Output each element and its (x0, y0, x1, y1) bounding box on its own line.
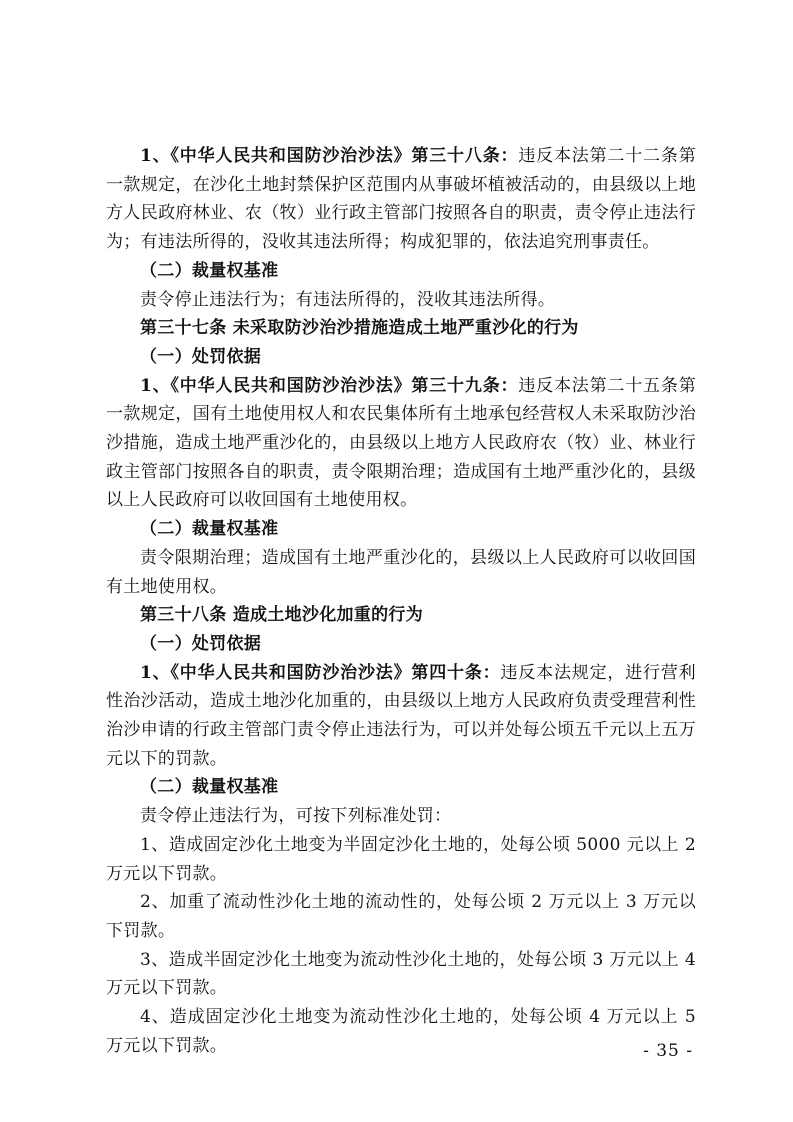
paragraph-13-text: 责令停止违法行为，可按下列标准处罚： (140, 806, 452, 827)
paragraph-15 (106, 888, 696, 945)
document-body (106, 142, 696, 1061)
paragraph-11 (106, 659, 696, 774)
paragraph-11-text: 违反本法规定，进行营利性治沙活动，造成土地沙化加重的，由县级以上地方人民政府负责受理营利性治沙申请的行政主管部门责令停止违法行为，可以并处每公顷五千元以上五万元以下的罚款。 (106, 662, 696, 769)
section-heading-basis: （一）处罚依据 (140, 633, 262, 654)
paragraph-12 (106, 773, 696, 802)
paragraph-6-text: 违反本法第二十五条第一款规定，国有土地使用权人和农民集体所有土地承包经营权人未采取防沙治沙措施，造成土地严重沙化的，由县级以上地方人民政府农（牧）业、林业行政主管部门按照各自的职责，责令限期治理；造成国有土地严重沙化的，县级以上人民政府可以收回国有土地使用权。 (106, 375, 696, 511)
article-37-heading: 第三十七条 未采取防沙治沙措施造成土地严重沙化的行为 (140, 318, 579, 339)
paragraph-16 (106, 946, 696, 1003)
paragraph-16-text: 3、造成半固定沙化土地变为流动性沙化土地的，处每公顷 3 万元以上 4 万元以下罚款。 (106, 949, 696, 999)
paragraph-8-text: 责令限期治理；造成国有土地严重沙化的，县级以上人民政府可以收回国有土地使用权。 (106, 547, 696, 597)
section-heading-discretion: （二）裁量权基准 (140, 777, 279, 798)
article-38-heading: 第三十八条 造成土地沙化加重的行为 (140, 605, 424, 626)
paragraph-9 (106, 601, 696, 630)
paragraph-6 (106, 372, 696, 516)
paragraph-17-text: 4、造成固定沙化土地变为流动性沙化土地的，处每公顷 4 万元以上 5 万元以下罚款。 (106, 1007, 696, 1056)
paragraph-5 (106, 343, 696, 372)
section-heading-basis: （一）处罚依据 (140, 346, 262, 367)
paragraph-14-text: 1、造成固定沙化土地变为半固定沙化土地的，处每公顷 5000 元以上 2 万元以下罚款。 (106, 834, 696, 884)
section-heading-discretion: （二）裁量权基准 (140, 519, 279, 540)
paragraph-14 (106, 831, 696, 888)
paragraph-1 (106, 142, 696, 257)
paragraph-11-bold: 1、《中华人民共和国防沙治沙法》第四十条： (140, 662, 501, 683)
paragraph-2 (106, 257, 696, 286)
paragraph-10 (106, 630, 696, 659)
paragraph-3 (106, 286, 696, 315)
section-heading-discretion: （二）裁量权基准 (140, 260, 279, 281)
paragraph-8 (106, 544, 696, 601)
paragraph-17 (106, 1003, 696, 1060)
paragraph-7 (106, 515, 696, 544)
paragraph-15-text: 2、加重了流动性沙化土地的流动性的，处每公顷 2 万元以上 3 万元以下罚款。 (106, 892, 696, 941)
paragraph-1-bold: 1、《中华人民共和国防沙治沙法》第三十八条： (140, 146, 519, 166)
paragraph-4 (106, 314, 696, 343)
paragraph-3-text: 责令停止违法行为；有违法所得的，没收其违法所得。 (140, 289, 556, 310)
page-number: - 35 - (643, 1041, 693, 1061)
paragraph-13 (106, 802, 696, 831)
paragraph-1-text: 违反本法第二十二条第一款规定，在沙化土地封禁保护区范围内从事破坏植被活动的，由县级以上地方人民政府林业、农（牧）业行政主管部门按照各自的职责，责令停止违法行为；有违法所得的，没收其违法所得；构成犯罪的，依法追究刑事责任。 (106, 146, 696, 253)
paragraph-6-bold: 1、《中华人民共和国防沙治沙法》第三十九条： (140, 375, 519, 396)
